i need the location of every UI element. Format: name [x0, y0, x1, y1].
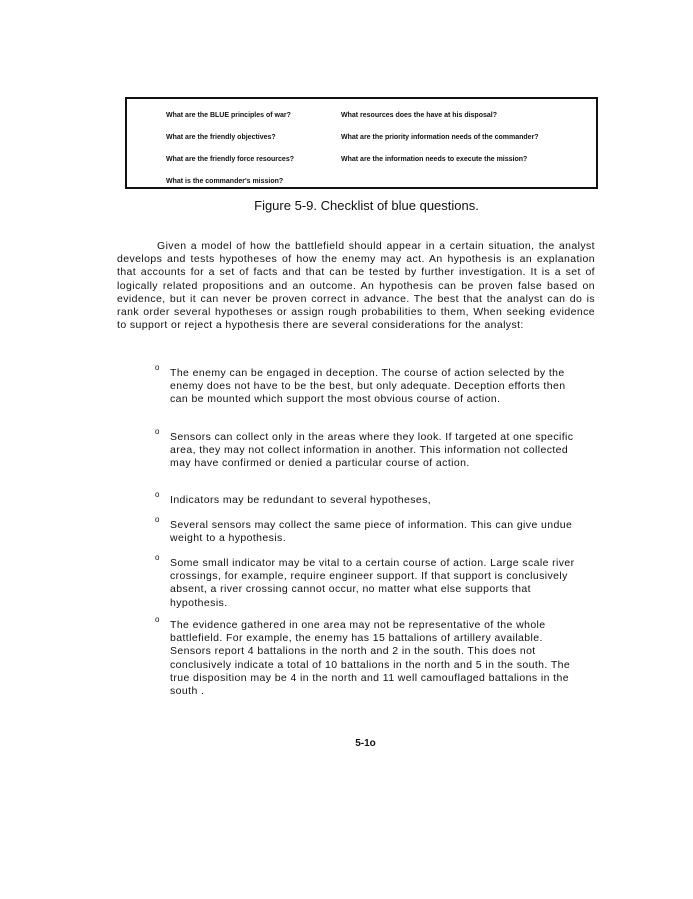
bullet-marker: o [155, 490, 160, 499]
bullet-marker: o [155, 515, 160, 524]
checklist-question: What is the commander's mission? [166, 178, 284, 185]
list-item [155, 615, 585, 698]
list-item [155, 363, 585, 407]
list-item [155, 553, 585, 610]
bullet-marker: o [155, 427, 160, 436]
bullet-marker: o [155, 553, 160, 562]
list-item-text: The enemy can be engaged in deception. The course of action selected by the enemy does not have to be the best, but only adequate. Deception efforts then can be mounted which support the most obvious course of action. [170, 367, 566, 406]
blue-questions-checklist-box [125, 97, 598, 189]
bullet-marker: o [155, 363, 160, 372]
list-item-text: Some small indicator may be vital to a certain course of action. Large scale river crossings, for example, require engineer support. If that support is conclusively absent, a river crossing cannot occur, no matter what else supports that hypothesis. [170, 557, 575, 609]
bullet-marker: o [155, 615, 160, 624]
checklist-question: What resources does the have at his disposal? [341, 112, 497, 119]
list-item-text: Sensors can collect only in the areas where they look. If targeted at one specific area, they may not collect information in another. This information not collected may have confirmed or denied a particular course of action. [170, 431, 574, 470]
list-item [155, 490, 585, 507]
body-paragraph: Given a model of how the battlefield should appear in a certain situation, the analyst develops and tests hypotheses of how the enemy may act. An hypothesis is an explanation that accounts for a set of facts and that can be tested by further investigation. It is a set of logically related propositions and an outcome. An hypothesis can be proven false based on evidence, but it can never be proven correct in advance. The best that the analyst can do is rank order several hypotheses or assign rough probabilities to them, When seeking evidence to support or reject a hypothesis there are several considerations for the analyst: [117, 240, 595, 332]
checklist-question: What are the BLUE principles of war? [166, 112, 291, 119]
figure-caption: Figure 5-9. Checklist of blue questions. [254, 198, 479, 213]
checklist-question: What are the information needs to execute the mission? [341, 156, 528, 163]
list-item-text: Indicators may be redundant to several hypotheses, [170, 494, 432, 506]
checklist-question: What are the friendly force resources? [166, 156, 294, 163]
list-item [155, 515, 585, 545]
list-item-text: The evidence gathered in one area may not be representative of the whole battlefield. For example, the enemy has 15 battalions of artillery available. Sensors report 4 battalions in the north and 2 in the south. This does not conclusively indicate a total of 10 battalions in the north and 5 in the south. The true disposition may be 4 in the north and 11 well camouflaged battalions in the south . [170, 619, 571, 698]
checklist-question: What are the friendly objectives? [166, 134, 276, 141]
page-number: 5-1o [355, 738, 376, 749]
list-item [155, 427, 585, 471]
list-item-text: Several sensors may collect the same piece of information. This can give undue weight to a hypothesis. [170, 519, 573, 545]
checklist-question: What are the priority information needs of the commander? [341, 134, 539, 141]
